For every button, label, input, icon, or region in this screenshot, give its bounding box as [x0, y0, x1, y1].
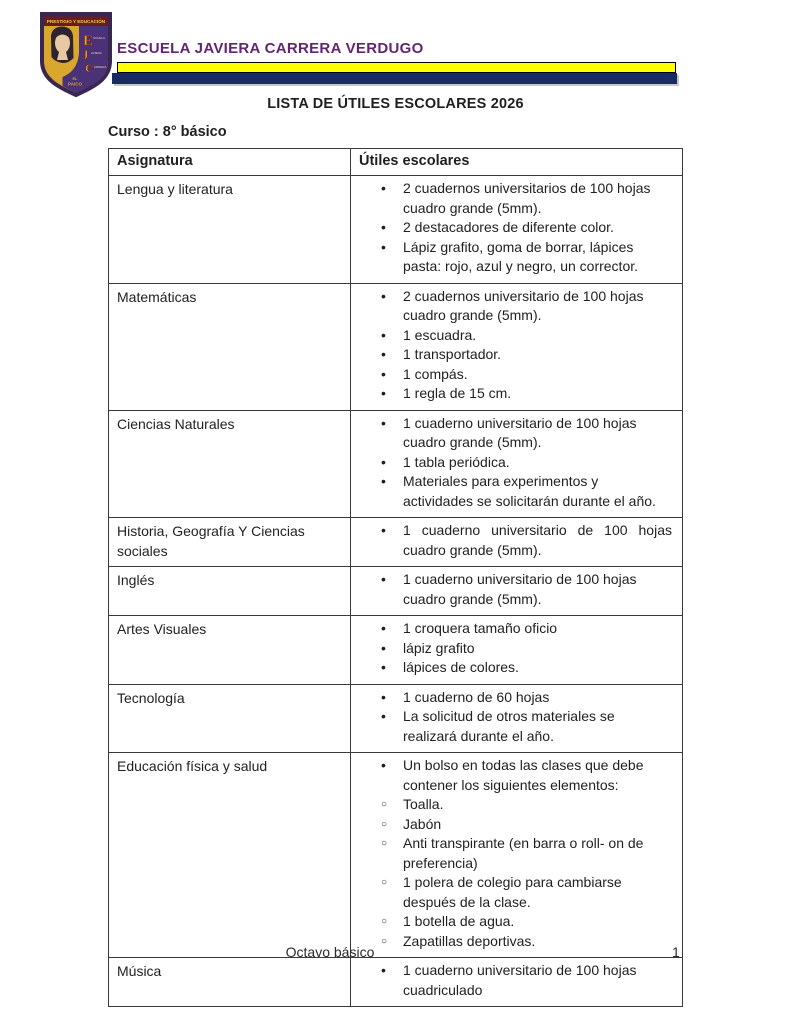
bullet-marker-icon: • [381, 453, 386, 470]
items-list [351, 961, 672, 1000]
item-text: lápices de colores. [403, 659, 519, 675]
list-item [351, 472, 672, 511]
school-name: ESCUELA JAVIERA CARRERA VERDUGO [117, 40, 424, 57]
crest-bottom-text-paico: PAICO [68, 81, 82, 87]
bullet-marker-icon: • [381, 659, 386, 675]
table-row [109, 283, 683, 410]
list-item [351, 238, 672, 277]
bullet-marker-icon: ○ [381, 818, 388, 830]
list-item [351, 414, 672, 453]
footer-course-name: Octavo básico [285, 944, 375, 960]
subject-cell [109, 684, 351, 753]
list-item [351, 179, 672, 218]
list-item [351, 795, 672, 815]
items-cell [351, 518, 683, 567]
bullet-marker-icon: • [381, 219, 386, 235]
page-number: 1 [672, 944, 680, 960]
item-text: 1 cuaderno universitario de 100 hojas cuadro grande (5mm). [403, 571, 637, 607]
item-text: 2 destacadores de diferente color. [403, 219, 614, 235]
item-text: Materiales para experimentos y actividades se solicitarán durante el año. [403, 473, 656, 509]
list-item [351, 326, 672, 346]
list-item [351, 365, 672, 385]
subject-text: Música [117, 963, 162, 979]
divider-bar-yellow [117, 62, 676, 73]
list-item [351, 570, 672, 609]
subject-text: Educación física y salud [117, 758, 268, 774]
bullet-marker-icon: • [381, 365, 386, 382]
item-text: 1 cuaderno universitario de 100 hojas cuadriculado [403, 962, 637, 998]
item-text: lápiz grafito [403, 639, 475, 656]
items-list [351, 688, 672, 747]
list-item [351, 834, 672, 873]
list-item [351, 873, 672, 912]
bullet-marker-icon: • [381, 326, 386, 343]
table-row [109, 518, 683, 567]
bullet-marker-icon: • [381, 522, 386, 538]
subject-cell [109, 616, 351, 685]
bullet-marker-icon: ○ [381, 799, 388, 810]
crest-monogram-e: E [83, 33, 94, 49]
items-list [351, 570, 672, 609]
item-text: 1 croquera tamaño oficio [403, 620, 558, 636]
item-text: 1 regla de 15 cm. [403, 385, 512, 401]
items-cell [351, 753, 683, 958]
subject-text: Ciencias Naturales [117, 415, 235, 432]
bullet-marker-icon: • [381, 346, 386, 362]
bullet-marker-icon: • [381, 385, 386, 401]
crest-word-javiera: AVIERA [91, 51, 102, 55]
subject-text: Matemáticas [117, 288, 197, 305]
bullet-marker-icon: • [381, 620, 386, 636]
list-item [351, 345, 672, 365]
list-item [351, 688, 672, 708]
subject-text: Tecnología [117, 689, 185, 706]
item-text: Un bolso en todas las clases que debe contener los siguientes elementos: [403, 757, 644, 793]
item-text: Zapatillas deportivas. [403, 932, 536, 949]
column-header-asignatura: Asignatura [109, 149, 351, 176]
bullet-marker-icon: • [381, 473, 386, 489]
crest-bottom-text-el: EL [72, 76, 78, 81]
table-row [109, 567, 683, 616]
bullet-marker-icon: • [381, 180, 386, 196]
table-row [109, 616, 683, 685]
item-text: 1 escuadra. [403, 326, 477, 343]
course-label: Curso : 8° básico [108, 124, 227, 140]
item-text: Lápiz grafito, goma de borrar, lápices pasta: rojo, azul y negro, un corrector. [403, 238, 639, 274]
items-list [351, 619, 672, 678]
items-cell [351, 684, 683, 753]
crest-word-escuela: SCUELA [93, 36, 106, 40]
list-item [351, 619, 672, 639]
items-list [351, 179, 672, 277]
bullet-marker-icon: • [381, 962, 386, 978]
column-header-utiles-escolares: Útiles escolares [351, 149, 683, 176]
bullet-marker-icon: • [381, 414, 386, 431]
list-item [351, 961, 672, 1000]
bullet-marker-icon: • [381, 571, 386, 587]
supplies-table [108, 148, 683, 1007]
item-text: 1 cuaderno universitario de 100 hojas cuadro grande (5mm). [403, 522, 672, 558]
list-item [351, 756, 672, 795]
items-cell [351, 410, 683, 518]
list-item [351, 815, 672, 835]
items-list [351, 756, 672, 951]
item-text: 1 compás. [403, 365, 468, 382]
items-cell [351, 283, 683, 410]
subject-text: Inglés [117, 572, 155, 588]
list-item [351, 707, 672, 746]
list-item [351, 912, 672, 932]
subject-cell [109, 518, 351, 567]
bullet-marker-icon: • [381, 639, 386, 656]
table-row [109, 958, 683, 1007]
items-cell [351, 958, 683, 1007]
subject-cell [109, 283, 351, 410]
bullet-marker-icon: • [381, 757, 386, 773]
crest-monogram-j: J [82, 47, 89, 62]
bullet-marker-icon: • [381, 238, 386, 255]
item-text: 2 cuadernos universitario de 100 hojas cuadro grande (5mm). [403, 287, 644, 323]
bullet-marker-icon: • [381, 708, 386, 724]
subject-cell [109, 567, 351, 616]
bullet-marker-icon: ○ [381, 877, 388, 888]
items-cell [351, 567, 683, 616]
supplies-table-body [109, 176, 683, 1007]
item-text: 1 tabla periódica. [403, 453, 510, 470]
item-text: 1 botella de agua. [403, 913, 515, 929]
subject-cell [109, 753, 351, 958]
item-text: La solicitud de otros materiales se realizará durante el año. [403, 708, 615, 744]
table-header-row [109, 149, 683, 176]
crest-word-carrera: ARRERA [94, 65, 107, 69]
subject-text: Artes Visuales [117, 621, 207, 637]
items-list [351, 287, 672, 404]
bullet-marker-icon: ○ [381, 916, 388, 927]
list-item [351, 658, 672, 678]
school-crest-shield-icon [39, 11, 113, 98]
table-row [109, 753, 683, 958]
item-text: 1 polera de colegio para cambiarse después de la clase. [403, 874, 622, 910]
bullet-marker-icon: ○ [381, 838, 388, 849]
subject-cell [109, 410, 351, 518]
items-list [351, 414, 672, 512]
item-text: Anti transpirante (en barra o roll- on de preferencia) [403, 835, 644, 871]
list-item [351, 384, 672, 404]
items-cell [351, 176, 683, 284]
document-title: LISTA DE ÚTILES ESCOLARES 2026 [267, 96, 524, 112]
items-list [351, 521, 672, 560]
subject-cell [109, 958, 351, 1007]
crest-banner-text: PRESTIGIO Y EDUCACIÓN [46, 19, 106, 24]
list-item [351, 218, 672, 238]
subject-text: Historia, Geografía Y Ciencias sociales [117, 523, 305, 559]
item-text: 1 transportador. [403, 346, 502, 362]
table-row [109, 684, 683, 753]
list-item [351, 287, 672, 326]
bullet-marker-icon: • [381, 287, 386, 304]
list-item [351, 521, 672, 560]
table-row [109, 176, 683, 284]
items-cell [351, 616, 683, 685]
item-text: 1 cuaderno de 60 hojas [403, 688, 550, 705]
list-item [351, 453, 672, 473]
list-item [351, 639, 672, 659]
item-text: 2 cuadernos universitarios de 100 hojas cuadro grande (5mm). [403, 180, 651, 216]
subject-text: Lengua y literatura [117, 181, 233, 197]
item-text: Jabón [403, 815, 442, 832]
bullet-marker-icon: ○ [381, 935, 388, 947]
item-text: Toalla. [403, 796, 444, 812]
bullet-marker-icon: • [381, 688, 386, 705]
subject-cell [109, 176, 351, 284]
item-text: 1 cuaderno universitario de 100 hojas cuadro grande (5mm). [403, 414, 637, 450]
table-row [109, 410, 683, 518]
divider-bar-navy [112, 73, 677, 84]
crest-monogram-c: C [85, 61, 94, 75]
